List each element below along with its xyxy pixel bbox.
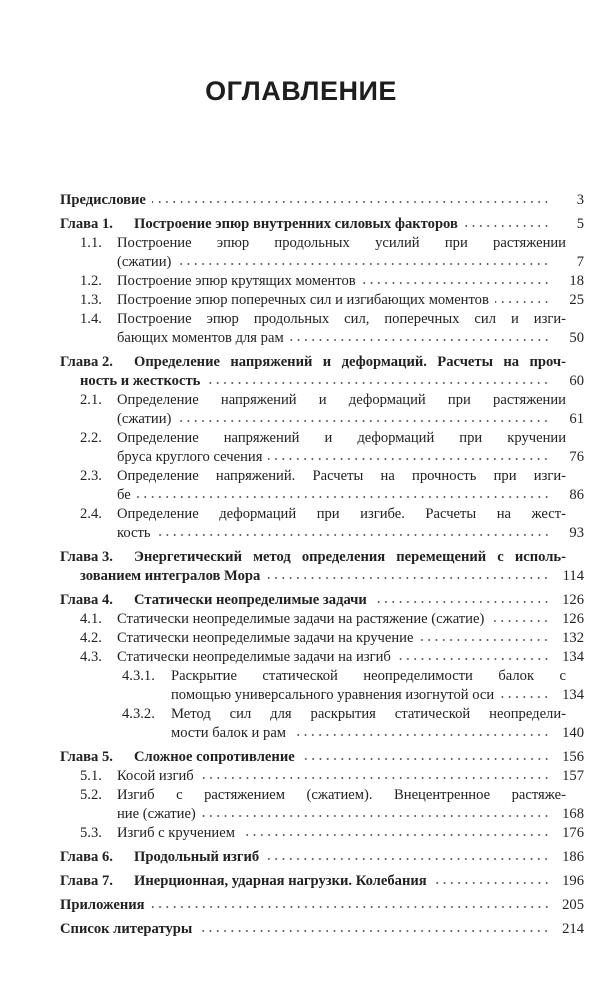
entry-title <box>60 824 584 843</box>
entry-number: 5.1. <box>80 768 102 784</box>
toc-entry-section[interactable] <box>60 310 584 348</box>
page-number[interactable]: 176 <box>562 825 584 841</box>
entry-line <box>134 215 584 234</box>
entry-text: (сжатии) <box>117 254 172 270</box>
entry-title <box>60 191 584 210</box>
page-number[interactable]: 196 <box>562 873 584 889</box>
entry-text: (сжатии) <box>117 411 172 427</box>
entry-number: Глава 1. <box>60 216 113 232</box>
toc-entry-section[interactable] <box>60 824 584 843</box>
entry-text: Список литературы <box>60 921 193 937</box>
entry-text: Статически неопределимые задачи <box>134 592 367 608</box>
entry-text: Определение деформаций при изгибе. Расчеты на жест- <box>117 506 566 522</box>
entry-line <box>171 667 584 686</box>
dot-leader <box>397 651 550 661</box>
entry-title <box>60 310 584 348</box>
entry-title <box>60 353 584 391</box>
entry-title <box>60 629 584 648</box>
entry-line <box>134 872 584 891</box>
entry-line <box>60 191 584 210</box>
entry-text: Метод сил для раскрытия статической неопредели- <box>171 706 566 722</box>
entry-number: 5.3. <box>80 825 102 841</box>
dot-leader <box>268 451 550 461</box>
entry-text: Сложное сопротивление <box>134 749 295 765</box>
entry-line <box>171 724 584 743</box>
entry-text: Приложения <box>60 897 145 913</box>
entry-text: Предисловие <box>60 192 146 208</box>
entry-text: зованием интегралов Мора <box>80 568 261 584</box>
entry-line <box>117 448 584 467</box>
entry-line <box>134 353 584 372</box>
toc-entry-section[interactable] <box>60 629 584 648</box>
entry-text: Определение напряжений и деформаций при растяжении <box>117 392 566 408</box>
dot-leader <box>177 413 550 423</box>
page-number[interactable]: 25 <box>569 292 584 308</box>
entry-line <box>117 253 584 272</box>
page-number[interactable]: 126 <box>562 611 584 627</box>
entry-line <box>171 686 584 705</box>
entry-line <box>80 372 584 391</box>
toc-entry-section[interactable] <box>60 505 584 543</box>
entry-title <box>60 920 584 939</box>
entry-text: Косой изгиб <box>117 768 194 784</box>
entry-title <box>60 391 584 429</box>
dot-leader <box>362 275 550 285</box>
entry-text: Статически неопределимые задачи на растяжение (сжатие) <box>117 611 485 627</box>
page-number[interactable]: 205 <box>562 897 584 913</box>
page-number[interactable]: 18 <box>569 273 584 289</box>
entry-number: 1.1. <box>80 235 102 251</box>
toc-entry-section[interactable] <box>60 391 584 429</box>
entry-line <box>117 524 584 543</box>
dot-leader <box>490 613 550 623</box>
entry-line <box>117 629 584 648</box>
dot-leader <box>200 770 550 780</box>
entry-line <box>117 291 584 310</box>
dot-leader <box>206 375 550 385</box>
page-number[interactable]: 134 <box>562 649 584 665</box>
toc-entry-section[interactable] <box>60 767 584 786</box>
dot-leader <box>495 294 550 304</box>
entry-text: Продольный изгиб <box>134 849 260 865</box>
entry-line <box>134 748 584 767</box>
toc-entry-section[interactable] <box>60 272 584 291</box>
entry-number: Глава 3. <box>60 549 113 565</box>
entry-line <box>117 610 584 629</box>
page-number[interactable]: 7 <box>576 254 584 270</box>
page-number[interactable]: 140 <box>562 725 584 741</box>
entry-text: кость <box>117 525 151 541</box>
toc-entry-section[interactable] <box>60 291 584 310</box>
page-number[interactable]: 157 <box>562 768 584 784</box>
entry-text: Построение эпюр продольных сил, поперечных сил и изги- <box>117 311 566 327</box>
entry-line <box>117 486 584 505</box>
entry-line <box>117 786 584 805</box>
entry-title <box>60 896 584 915</box>
entry-number: Глава 4. <box>60 592 113 608</box>
entry-text: бе <box>117 487 131 503</box>
toc-entry-chapter[interactable] <box>60 215 584 234</box>
dot-leader <box>500 689 550 699</box>
entry-text: Статически неопределимые задачи на кручение <box>117 630 414 646</box>
toc-entry-subsection[interactable] <box>60 705 584 743</box>
dot-leader <box>137 489 550 499</box>
entry-text: бающих моментов для рам <box>117 330 284 346</box>
page-number[interactable]: 61 <box>569 411 584 427</box>
toc-entry-chapter[interactable] <box>60 591 584 610</box>
entry-line <box>60 896 584 915</box>
entry-number: 2.3. <box>80 468 102 484</box>
dot-leader <box>198 923 550 933</box>
page-number[interactable]: 156 <box>562 749 584 765</box>
entry-title <box>60 505 584 543</box>
toc-entry-chapter[interactable] <box>60 872 584 891</box>
entry-text: Изгиб с кручением <box>117 825 235 841</box>
page-number[interactable]: 168 <box>562 806 584 822</box>
entry-line <box>117 310 584 329</box>
toc-entry-chapter[interactable] <box>60 748 584 767</box>
entry-number: 4.1. <box>80 611 102 627</box>
entry-number: 4.2. <box>80 630 102 646</box>
toc-entry-chapter[interactable] <box>60 353 584 391</box>
entry-line <box>117 410 584 429</box>
entry-line <box>117 272 584 291</box>
table-of-contents <box>60 191 584 939</box>
entry-number: 1.3. <box>80 292 102 308</box>
page-number[interactable]: 126 <box>562 592 584 608</box>
entry-number: Глава 5. <box>60 749 113 765</box>
entry-line <box>117 329 584 348</box>
toc-entry-chapter[interactable] <box>60 848 584 867</box>
entry-title <box>60 234 584 272</box>
toc-entry-section[interactable] <box>60 610 584 629</box>
dot-leader <box>373 594 550 604</box>
entry-line <box>117 648 584 667</box>
entry-number: 5.2. <box>80 787 102 803</box>
page-number[interactable]: 3 <box>576 192 584 208</box>
entry-text: Инерционная, ударная нагрузки. Колебания <box>134 873 427 889</box>
entry-title <box>60 429 584 467</box>
entry-line <box>117 505 584 524</box>
dot-leader <box>301 751 550 761</box>
entry-title <box>60 272 584 291</box>
toc-entry-chapter[interactable] <box>60 548 584 586</box>
page-number[interactable]: 114 <box>562 568 584 584</box>
entry-line <box>171 705 584 724</box>
toc-entry-top[interactable] <box>60 896 584 915</box>
entry-text: Определение напряжений и деформаций при кручении <box>117 430 566 446</box>
toc-entry-section[interactable] <box>60 234 584 272</box>
entry-text: ние (сжатие) <box>117 806 196 822</box>
entry-text: помощью универсального уравнения изогнутой оси <box>171 687 495 703</box>
dot-leader <box>290 332 550 342</box>
entry-number: 2.2. <box>80 430 102 446</box>
dot-leader <box>419 632 550 642</box>
toc-entry-section[interactable] <box>60 467 584 505</box>
dot-leader <box>265 851 550 861</box>
entry-title <box>60 648 584 667</box>
entry-text: Определение напряжений и деформаций. Расчеты на проч- <box>134 354 566 370</box>
dot-leader <box>266 570 550 580</box>
dot-leader <box>202 808 550 818</box>
entry-number: 2.1. <box>80 392 102 408</box>
entry-text: Определение напряжений. Расчеты на прочность при изги- <box>117 468 566 484</box>
page-number[interactable]: 86 <box>569 487 584 503</box>
entry-number: 1.2. <box>80 273 102 289</box>
entry-line <box>117 824 584 843</box>
entry-text: Статически неопределимые задачи на изгиб <box>117 649 391 665</box>
entry-text: Построение эпюр продольных усилий при растяжении <box>117 235 566 251</box>
entry-number: 1.4. <box>80 311 102 327</box>
entry-text: Построение эпюр крутящих моментов <box>117 273 356 289</box>
entry-title <box>60 548 584 586</box>
dot-leader <box>177 256 550 266</box>
entry-text: Энергетический метод определения перемещений с исполь- <box>134 549 566 565</box>
entry-line <box>117 234 584 253</box>
entry-text: Изгиб с растяжением (сжатием). Внецентренное растяже- <box>117 787 566 803</box>
entry-title <box>60 748 584 767</box>
entry-title <box>60 767 584 786</box>
page-number[interactable]: 214 <box>562 921 584 937</box>
entry-title <box>60 591 584 610</box>
page-number[interactable]: 132 <box>562 630 584 646</box>
toc-entry-section[interactable] <box>60 429 584 467</box>
toc-entry-section[interactable] <box>60 648 584 667</box>
dot-leader <box>292 727 550 737</box>
entry-text: Раскрытие статической неопределимости балок с <box>171 668 566 684</box>
entry-line <box>117 767 584 786</box>
entry-number: 4.3.1. <box>122 668 155 684</box>
page-title: ОГЛАВЛЕНИЕ <box>205 76 397 106</box>
dot-leader <box>241 827 550 837</box>
page-number[interactable]: 60 <box>569 373 584 389</box>
entry-title <box>60 467 584 505</box>
entry-title <box>60 786 584 824</box>
entry-title <box>60 291 584 310</box>
entry-text: мости балок и рам <box>171 725 287 741</box>
entry-title <box>60 610 584 629</box>
dot-leader <box>433 875 550 885</box>
entry-number: 4.3. <box>80 649 102 665</box>
entry-number: Глава 6. <box>60 849 113 865</box>
dot-leader <box>151 899 550 909</box>
entry-number: 4.3.2. <box>122 706 155 722</box>
entry-line <box>134 591 584 610</box>
entry-line <box>134 548 584 567</box>
entry-line <box>80 567 584 586</box>
entry-text: Построение эпюр внутренних силовых факторов <box>134 216 458 232</box>
entry-text: ность и жесткость <box>80 373 201 389</box>
entry-line <box>117 391 584 410</box>
entry-line <box>117 805 584 824</box>
page-number[interactable]: 93 <box>569 525 584 541</box>
page-number[interactable]: 186 <box>562 849 584 865</box>
page-number[interactable]: 76 <box>569 449 584 465</box>
toc-entry-top[interactable] <box>60 920 584 939</box>
page-number[interactable]: 5 <box>576 216 584 232</box>
dot-leader <box>157 527 550 537</box>
entry-number: Глава 7. <box>60 873 113 889</box>
toc-entry-top[interactable] <box>60 191 584 210</box>
dot-leader <box>152 194 550 204</box>
entry-number: Глава 2. <box>60 354 113 370</box>
entry-line <box>60 920 584 939</box>
entry-text: бруса круглого сечения <box>117 449 263 465</box>
page-number[interactable]: 134 <box>562 687 584 703</box>
entry-line <box>134 848 584 867</box>
page-number[interactable]: 50 <box>569 330 584 346</box>
entry-line <box>117 467 584 486</box>
entry-title <box>60 848 584 867</box>
toc-entry-subsection[interactable] <box>60 667 584 705</box>
entry-line <box>117 429 584 448</box>
entry-title <box>60 872 584 891</box>
toc-entry-section[interactable] <box>60 786 584 824</box>
dot-leader <box>464 218 550 228</box>
entry-text: Построение эпюр поперечных сил и изгибающих моментов <box>117 292 489 308</box>
entry-number: 2.4. <box>80 506 102 522</box>
entry-title <box>60 215 584 234</box>
